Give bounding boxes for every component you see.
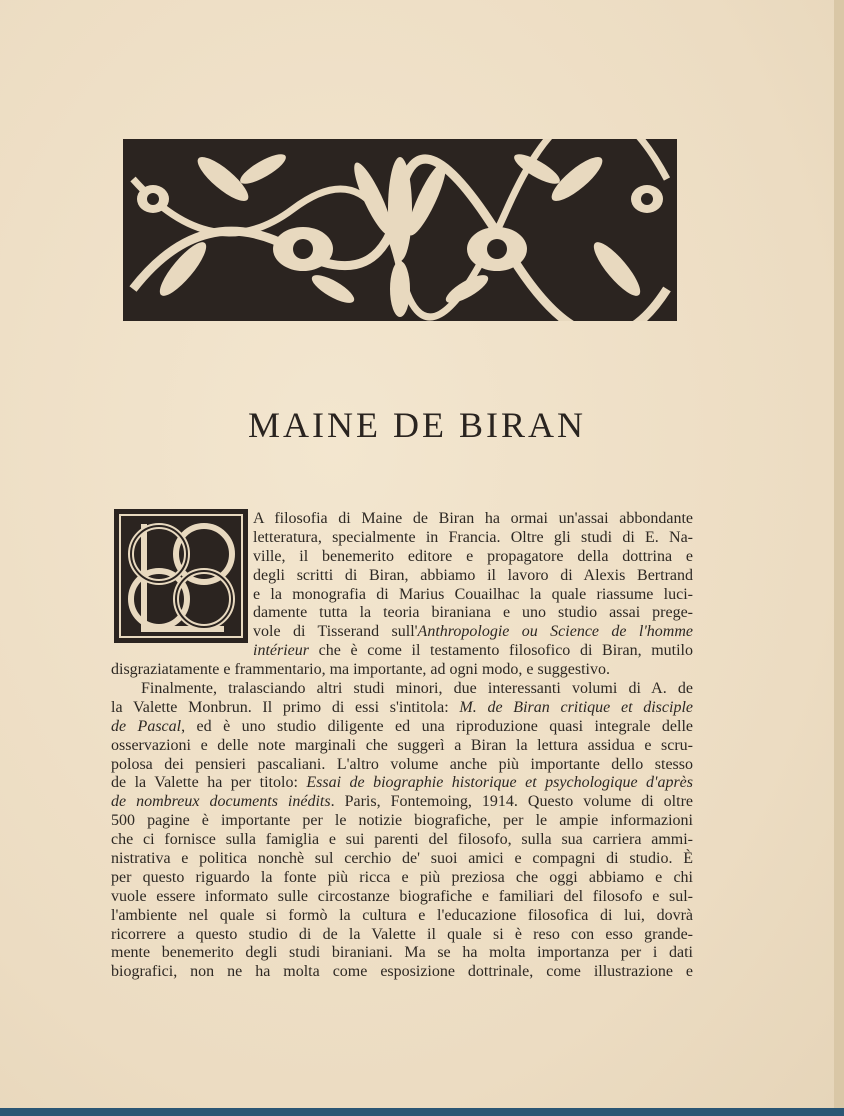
text-span: e la monografia di Marius Couailhac la quale riassume luci- (253, 585, 693, 603)
text-line (111, 812, 693, 831)
text-span: l'ambiente nel quale si formò la cultura e l'educazione filosofica di lui, dovrà (111, 906, 693, 924)
italic-text: de Pascal (111, 717, 182, 735)
text-span: polosa dei pensieri pascaliani. L'altro volume anche più importante dello stesso (111, 755, 693, 773)
text-span: ricorrere a questo studio di de la Valette il quale si è reso con esso grande- (111, 925, 693, 943)
italic-text: de nombreux documents inédits (111, 793, 331, 811)
background-strip (0, 1108, 844, 1116)
text-span: A filosofia di Maine de Biran ha ormai un'assai abbondante (253, 510, 693, 527)
italic-text: M. de Biran critique et disciple (459, 698, 694, 716)
text-line (111, 907, 693, 926)
text-line (111, 774, 693, 793)
page-edge (834, 0, 844, 1116)
italic-text: Anthropologie ou Science de l'homme (417, 623, 694, 641)
text-line (111, 831, 693, 850)
text-line (111, 529, 693, 548)
text-span: 500 pagine è importante per le notizie biografiche, per le ampie informazioni (111, 812, 693, 830)
text-span: mente benemerito degli studi biraniani. Ma se ha molta importanza per i dati (111, 944, 693, 962)
text-span: . Paris, Fontemoing, 1914. Questo volume di oltre (330, 793, 694, 811)
text-line (111, 737, 693, 756)
text-span: damente tutta la teoria biraniana e uno studio assai prege- (253, 604, 693, 622)
text-span: biografici, non ne ha molta come esposizione dottrinale, come illustrazione e (111, 963, 693, 981)
text-line (111, 793, 693, 812)
text-line (111, 510, 693, 529)
text-line (111, 718, 693, 737)
text-span: che è come il testamento filosofico di Biran, mutilo (309, 642, 693, 660)
text-span: Finalmente, tralasciando altri studi minori, due interessanti volumi di A. de (141, 680, 693, 698)
text-span: la Valette Monbrun. Il primo di essi s'intitola: (111, 698, 460, 716)
text-line (111, 926, 693, 945)
italic-text: intérieur (253, 642, 309, 660)
text-line (111, 604, 693, 623)
page-title: MAINE DE BIRAN (248, 405, 586, 445)
text-line (111, 963, 693, 982)
text-span: per questo riguardo la fonte più ricca e più preziosa che oggi abbiamo e chi (111, 868, 693, 886)
text-line (111, 869, 693, 888)
text-line (111, 699, 693, 718)
italic-text: Essai de biographie historique et psychologique d'après (306, 774, 693, 792)
text-line (111, 548, 693, 567)
text-line (111, 850, 693, 869)
text-span: letteratura, specialmente in Francia. Oltre gli studi di E. Na- (253, 528, 693, 546)
text-span: , ed è uno studio diligente ed una riproduzione quasi integrale delle (181, 717, 693, 735)
text-span: vuole essere informato sulle circostanze biografiche e familiari del filosofo e sul- (111, 887, 693, 905)
text-span: disgraziatamente e frammentario, ma importante, ad ogni modo, e suggestivo. (111, 661, 610, 679)
text-line (111, 642, 693, 661)
text-line (111, 756, 693, 775)
text-span: de la Valette ha per titolo: (111, 774, 307, 792)
text-line (111, 944, 693, 963)
text-span: nistrativa e politica nonchè sul cerchio de' suoi amici e compagni di studio. È (111, 850, 693, 868)
text-line (111, 888, 693, 907)
text-span: che ci fornisce sulla famiglia e sui parenti del filosofo, sulla sua carriera ammi- (111, 831, 693, 849)
text-span: osservazioni e delle note marginali che suggerì a Biran la lettura assidua e scru- (111, 736, 693, 754)
text-line (111, 680, 693, 699)
body-text (111, 510, 693, 982)
text-line (111, 623, 693, 642)
text-span: ville, il benemerito editore e propagatore della dottrina e (253, 547, 693, 565)
text-span: degli scritti di Biran, abbiamo il lavoro di Alexis Bertrand (253, 566, 693, 584)
floral-headpiece-icon (123, 139, 677, 321)
text-line (111, 567, 693, 586)
text-line (111, 661, 693, 680)
text-line (111, 586, 693, 605)
text-span: vole di Tisserand sull' (253, 623, 418, 641)
